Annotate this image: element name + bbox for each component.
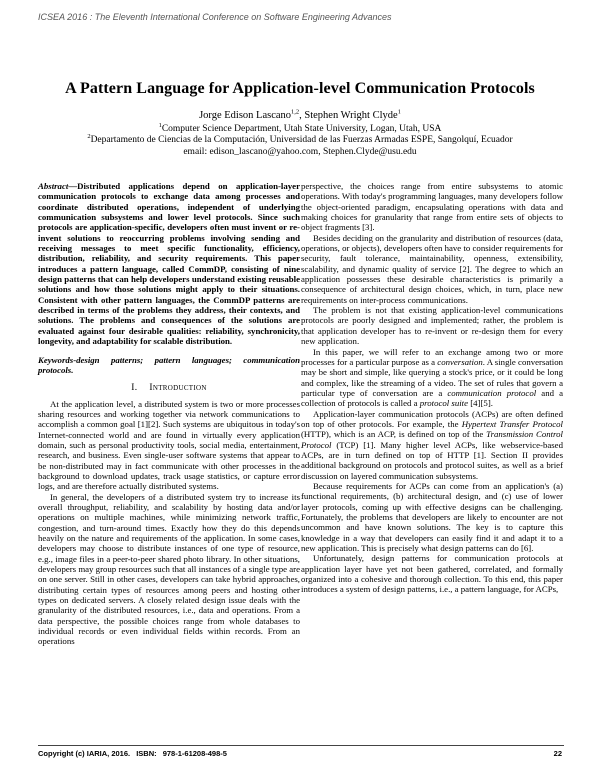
intro-paragraph-8: Because requirements for ACPs can come from an application's (a) functional requirements, (b) architectural design, and (c) use of lower layer protocols, coming up with effective designs can be challenging. Fortunately, the problems that developers are likely to encounter are not uncommon and have known solutions. The key is to capture this knowledge in a way that developers can easily find it and adapt it to a new application. This is precisely what design patterns can do [6]. [301, 480, 563, 554]
intro-paragraph-2: In general, the developers of a distributed system try to increase its overall throughput, reliability, and scalability by hosting data and/or operations on multiple machines, while minimizing network traffic, congestion, and turn-around times. Exactly how they do this depends heavily on the nature and requirements of the application. In some cases, developers may choose to distribute instances of one type of resource, e.g., image files in a peer-to-peer shared photo library. In other situations, developers may group resources such that all instances of a single type are on one server. Still in other cases, developers can take hybrid approaches, distributing certain types of resources among peers and hosting other types on dedicated servers. A closely related design issue deals with the granularity of the distributed resources, i.e., data and operations. From a data perspective, the possible choices range from whole databases to individual records or even individual fields within records. From an operations [38, 491, 300, 647]
footer-isbn-label: ISBN: [136, 749, 157, 758]
abstract-lead: Abstract [38, 181, 69, 191]
conference-header: ICSEA 2016 : The Eleventh International Conference on Software Engineering Advances [38, 12, 392, 22]
intro-paragraph-1: At the application level, a distributed system is two or more processes sharing resources and working together via network communications to accomplish a common goal [1][2]. Such systems are ubiquitous in today's Internet-connected world and are found in virtually every application domain, such as personal productivity tools, social media, entertainment, research, and business. Even single-user software systems that appear to be non-distributed may in fact communicate with other processes in the background to download updates, track usage statistics, or capture error logs, and are therefore actually distributed systems. [38, 398, 300, 492]
keywords: Keywords-design patterns; pattern languages; communication protocols. [38, 354, 300, 375]
right-column [301, 181, 563, 595]
affiliation-1: $^1$Computer Science Department, Utah State University, Logan, Utah, USA [158, 121, 442, 134]
intro-paragraph-5: The problem is not that existing application-level communications protocols are poorly designed and implemented; rather, the problem is that application developer has to re-invent or re-design them for every new application. [301, 305, 563, 347]
author-separator: , [299, 110, 302, 121]
author-1-superscript: 1,2 [291, 108, 300, 116]
abstract [38, 181, 300, 347]
author-email: email: edison_lascano@yahoo.com, Stephen.Clyde@usu.edu [183, 146, 417, 157]
left-column [38, 181, 300, 647]
intro-paragraph-9: Unfortunately, design patterns for communication protocols at application layer have yet not been gathered, correlated, and formally organized into a cohesive and thorough collection. To this end, this paper introduces a system of design patterns, i.e., a pattern language, for ACPs, [301, 553, 563, 595]
intro-paragraph-6: In this paper, we will refer to an exchange among two or more processes for a particular purpose as a conversation. A single conversation may be short and simple, like querying a stock's price, or it could be long and complex, like the streaming of a video. The set of rules that govern a particular type of conversation are a communication protocol and a collection of protocols is called a protocol suite [4][5]. [301, 346, 563, 409]
section-heading-introduction: I. Introduction [131, 383, 207, 394]
affiliation-2: $^2$Departamento de Ciencias de la Computación, Universidad de las Fuerzas Armadas ESPE, Sangolquí, Ecuador [87, 132, 513, 145]
author-2-name: Stephen Wright Clyde [304, 110, 398, 121]
author-names [40, 110, 560, 122]
intro-paragraph-7: Application-layer communication protocols (ACPs) are often defined on top of other protocols. For example, the Hypertext Transfer Protocol (HTTP), which is an ACP, is defined on top of the Transmission Control Protocol (TCP) [1]. Many higher level ACPs, like webservice-based ACPs, are in turn defined on top of HTTP [1]. Section II provides additional background on protocols and protocol suites, as well as a brief discussion on layered communication subsystems. [301, 408, 563, 481]
page-footer [38, 745, 564, 758]
author-2-superscript: 1 [397, 108, 401, 116]
footer-isbn: 978-1-61208-498-5 [162, 749, 227, 758]
footer-copyright-isbn [38, 749, 231, 758]
abstract-text: —Distributed applications depend on application-layer communication protocols to exchange data among processes and coordinate distributed operations, independent of underlying communication subsystems and lower level protocols. Since such protocols are application-specific, developers often must invent or re-invent solutions to reoccurring problems involving sending and receiving messages to meet specific functionality, efficiency, distribution, reliability, and security requirements. This paper introduces a pattern language, called CommDP, consisting of nine design patterns that can help developers understand existing reusable solutions and how those solutions might apply to their situations. Consistent with other pattern languages, the CommDP patterns are described in terms of the problems they address, their contexts, and solutions. The problems and consequences of the solutions are evaluated against four desirable qualities: reliability, synchronicity, longevity, and adaptability for scalable distribution. [38, 181, 300, 347]
author-block [40, 110, 560, 158]
page-number: 22 [553, 749, 562, 758]
intro-paragraph-3: perspective, the choices range from entire subsystems to atomic operations. With today's programming languages, many developers follow the object-oriented paradigm, encapsulating operations with data and making choices for granularity that range from entire sets of objects to object fragments [3]. [301, 181, 563, 233]
paper-title: A Pattern Language for Application-level Communication Protocols [65, 80, 535, 97]
footer-copyright: Copyright (c) IARIA, 2016. [38, 749, 131, 758]
intro-paragraph-4: Besides deciding on the granularity and distribution of resources (data, operations, or objects), developers often have to consider requirements for security, fault tolerance, maintainability, openness, extensibility, scalability, and dynamic quality of service [2]. The degree to which an application possesses these desirable characteristics is primarily a consequence of architectural design choices, which, in turn, place new requirements on inter-process communications. [301, 232, 563, 305]
author-1-name: Jorge Edison Lascano [199, 110, 292, 121]
